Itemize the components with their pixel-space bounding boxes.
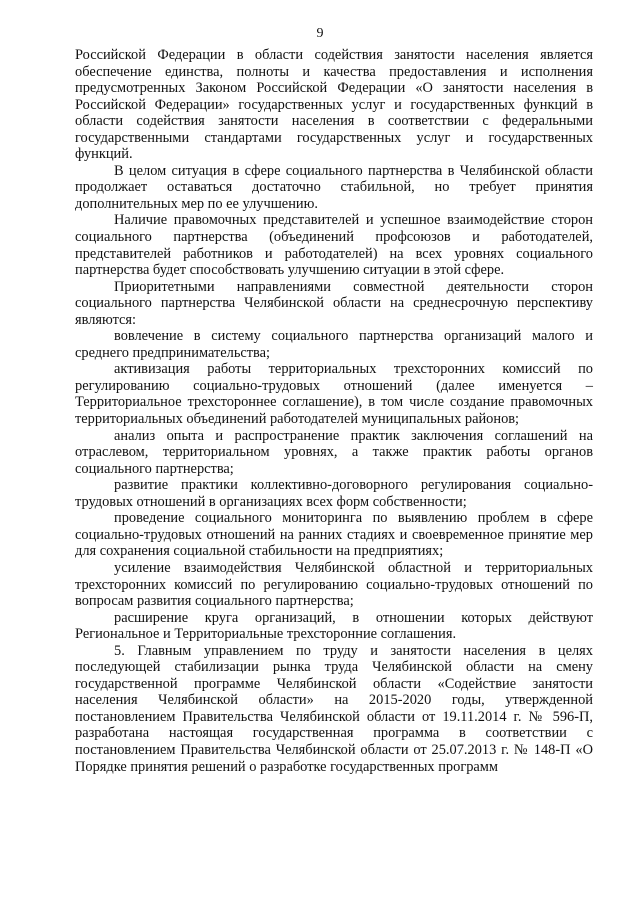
list-item: вовлечение в систему социального партнерства организаций малого и среднего предпринимательства;	[75, 328, 593, 361]
paragraph: Приоритетными направлениями совместной деятельности сторон социального партнерства Челябинской области на среднесрочную перспективу являются:	[75, 278, 593, 328]
list-item: расширение круга организаций, в отношении которых действуют Региональное и Территориальные трехсторонние соглашения.	[75, 609, 593, 643]
paragraph: Наличие правомочных представителей и успешное взаимодействие сторон социального партнерства (объединений профсоюзов и работодателей, представителей работников и работодателей) на всех уровнях социального партнерства будет способствовать улучшению ситуации в этой сфере.	[75, 212, 593, 279]
paragraph: Российской Федерации в области содействия занятости населения является обеспечение единства, полноты и качества предоставления и исполнения предусмотренных Законом Российской Федерации «О занятости населения в Российской Федерации» государственных услуг и государственных функций в области содействия занятости населения в соответствии с федеральными государственными стандартами государственных услуг и государственных функций.	[75, 47, 593, 163]
paragraph: В целом ситуация в сфере социального партнерства в Челябинской области продолжает оставаться достаточно стабильной, но требует принятия дополнительных мер по ее улучшению.	[75, 162, 593, 212]
list-item: усиление взаимодействия Челябинской областной и территориальных трехсторонних комиссий по регулированию социально-трудовых отношений по вопросам развития социального партнерства;	[75, 559, 593, 610]
list-item: развитие практики коллективно-договорного регулирования социально-трудовых отношений в организациях всех форм собственности;	[75, 477, 593, 510]
list-item: проведение социального мониторинга по выявлению проблем в сфере социально-трудовых отношений на ранних стадиях и своевременное принятие мер для сохранения социальной стабильности на предприятиях;	[75, 510, 593, 560]
page-number: 9	[316, 26, 324, 41]
list-item: анализ опыта и распространение практик заключения соглашений на отраслевом, территориальном уровнях, а также практик работы органов социального партнерства;	[75, 427, 593, 477]
document-body	[75, 47, 593, 775]
list-item: активизация работы территориальных трехсторонних комиссий по регулированию социально-трудовых отношений (далее именуется – Территориальное трехстороннее соглашение), в том числе создание правомочных территориальных объединений работодателей муниципальных районов;	[75, 361, 593, 428]
paragraph: 5. Главным управлением по труду и занятости населения в целях последующей стабилизации рынка труда Челябинской области на смену государственной программе Челябинской области «Содействие занятости населения Челябинской области» на 2015-2020 годы, утвержденной постановлением Правительства Челябинской области от 19.11.2014 г. № 596-П, разработана настоящая государственная программа в соответствии с постановлением Правительства Челябинской области от 25.07.2013 г. № 148-П «О Порядке принятия решений о разработке государственных программ	[75, 642, 593, 775]
